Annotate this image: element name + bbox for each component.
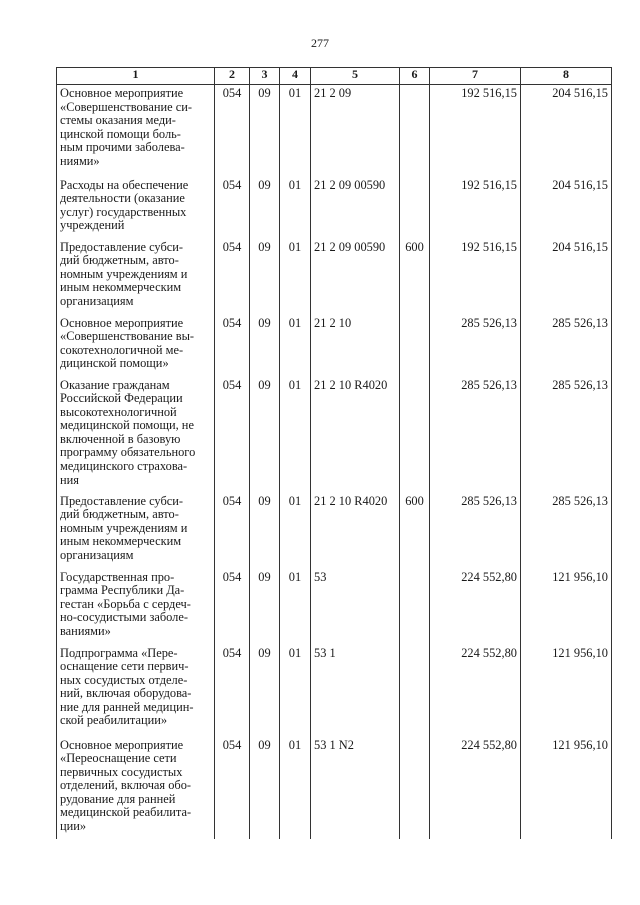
row-name bbox=[57, 239, 215, 315]
row-name-line: «Совершенствование вы- bbox=[60, 329, 195, 344]
row-name-line: Оказание гражданам bbox=[60, 377, 170, 392]
row-name-line: ным прочими заболева- bbox=[60, 140, 185, 155]
column-header: 3 bbox=[250, 68, 280, 85]
row-name-line: организациям bbox=[60, 293, 134, 308]
row-name-line: номным учреждениям и bbox=[60, 520, 188, 535]
row-name-line: сокотехнологичной ме- bbox=[60, 342, 184, 357]
table-row bbox=[57, 239, 612, 315]
row-name-line: медицинской помощи, не bbox=[60, 418, 194, 433]
page-number: 277 bbox=[311, 36, 329, 50]
row-name-line: Основное мероприятие bbox=[60, 737, 184, 752]
grbs-code: 054 bbox=[215, 493, 250, 569]
table-row bbox=[57, 569, 612, 645]
target-article-code: 53 1 N2 bbox=[311, 737, 400, 839]
row-name-line: учреждений bbox=[60, 218, 125, 233]
row-name bbox=[57, 569, 215, 645]
grbs-code: 054 bbox=[215, 377, 250, 493]
row-name-line: номным учреждениям и bbox=[60, 266, 188, 281]
table-row bbox=[57, 85, 612, 177]
row-name-line: медицинского страхова- bbox=[60, 459, 188, 474]
amount-year-1: 285 526,13 bbox=[430, 315, 521, 377]
table-row bbox=[57, 737, 612, 839]
row-name bbox=[57, 85, 215, 177]
section-code: 09 bbox=[250, 737, 280, 839]
amount-year-1: 192 516,15 bbox=[430, 177, 521, 239]
table-row bbox=[57, 315, 612, 377]
row-name-line: дий бюджетным, авто- bbox=[60, 507, 179, 522]
subsection-code: 01 bbox=[280, 315, 311, 377]
row-name-line: Подпрограмма «Пере- bbox=[60, 645, 178, 660]
row-name bbox=[57, 645, 215, 737]
section-code: 09 bbox=[250, 239, 280, 315]
target-article-code: 53 bbox=[311, 569, 400, 645]
row-name-line: ской реабилитации» bbox=[60, 713, 168, 728]
row-name-line: «Переоснащение сети bbox=[60, 751, 177, 766]
expense-type-code bbox=[400, 737, 430, 839]
row-name bbox=[57, 493, 215, 569]
amount-year-2: 204 516,15 bbox=[521, 177, 612, 239]
row-name-line: Основное мероприятие bbox=[60, 86, 184, 100]
row-name-line: гестан «Борьба с сердеч- bbox=[60, 596, 191, 611]
row-name-line: цинской помощи боль- bbox=[60, 126, 181, 141]
row-name bbox=[57, 737, 215, 839]
grbs-code: 054 bbox=[215, 569, 250, 645]
row-name-line: дий бюджетным, авто- bbox=[60, 253, 179, 268]
row-name-line: Предоставление субси- bbox=[60, 493, 184, 508]
subsection-code: 01 bbox=[280, 177, 311, 239]
row-name-line: стемы оказания меди- bbox=[60, 113, 176, 128]
section-code: 09 bbox=[250, 315, 280, 377]
amount-year-1: 224 552,80 bbox=[430, 569, 521, 645]
row-name-line: услуг) государственных bbox=[60, 204, 187, 219]
row-name-line: ний, включая оборудова- bbox=[60, 686, 192, 701]
subsection-code: 01 bbox=[280, 85, 311, 177]
table-row bbox=[57, 645, 612, 737]
subsection-code: 01 bbox=[280, 645, 311, 737]
row-name-line: грамма Республики Да- bbox=[60, 583, 185, 598]
grbs-code: 054 bbox=[215, 85, 250, 177]
column-header: 5 bbox=[311, 68, 400, 85]
row-name-line: но-сосудистыми заболе- bbox=[60, 610, 188, 625]
grbs-code: 054 bbox=[215, 239, 250, 315]
row-name bbox=[57, 177, 215, 239]
expense-type-code bbox=[400, 315, 430, 377]
section-code: 09 bbox=[250, 177, 280, 239]
table-row bbox=[57, 377, 612, 493]
row-name-line: иным некоммерческим bbox=[60, 534, 182, 549]
row-name-line: организациям bbox=[60, 547, 134, 562]
amount-year-1: 224 552,80 bbox=[430, 737, 521, 839]
row-name-line: Основное мероприятие bbox=[60, 315, 184, 330]
expense-type-code: 600 bbox=[400, 493, 430, 569]
grbs-code: 054 bbox=[215, 315, 250, 377]
section-code: 09 bbox=[250, 493, 280, 569]
target-article-code: 21 2 09 00590 bbox=[311, 239, 400, 315]
table-row bbox=[57, 493, 612, 569]
row-name-line: медицинской реабилита- bbox=[60, 805, 192, 820]
column-header: 4 bbox=[280, 68, 311, 85]
row-name-line: включенной в базовую bbox=[60, 431, 181, 446]
subsection-code: 01 bbox=[280, 239, 311, 315]
target-article-code: 21 2 10 R4020 bbox=[311, 493, 400, 569]
table-row bbox=[57, 177, 612, 239]
expense-type-code bbox=[400, 177, 430, 239]
column-header: 7 bbox=[430, 68, 521, 85]
section-code: 09 bbox=[250, 85, 280, 177]
amount-year-2: 204 516,15 bbox=[521, 239, 612, 315]
section-code: 09 bbox=[250, 569, 280, 645]
row-name-line: Расходы на обеспечение bbox=[60, 177, 189, 192]
subsection-code: 01 bbox=[280, 493, 311, 569]
row-name-line: отделений, включая обо- bbox=[60, 778, 192, 793]
target-article-code: 21 2 09 00590 bbox=[311, 177, 400, 239]
row-name-line: ние для ранней медицин- bbox=[60, 699, 194, 714]
amount-year-2: 285 526,13 bbox=[521, 377, 612, 493]
grbs-code: 054 bbox=[215, 737, 250, 839]
row-name-line: ниями» bbox=[60, 153, 100, 168]
column-header: 6 bbox=[400, 68, 430, 85]
grbs-code: 054 bbox=[215, 645, 250, 737]
row-name bbox=[57, 315, 215, 377]
row-name-line: иным некоммерческим bbox=[60, 280, 182, 295]
amount-year-2: 285 526,13 bbox=[521, 315, 612, 377]
row-name-line: рудование для ранней bbox=[60, 791, 176, 806]
grbs-code: 054 bbox=[215, 177, 250, 239]
row-name-line: дицинской помощи» bbox=[60, 356, 169, 371]
row-name-line: высокотехнологичной bbox=[60, 404, 177, 419]
amount-year-1: 192 516,15 bbox=[430, 239, 521, 315]
amount-year-1: 192 516,15 bbox=[430, 85, 521, 177]
amount-year-2: 285 526,13 bbox=[521, 493, 612, 569]
subsection-code: 01 bbox=[280, 377, 311, 493]
row-name-line: первичных сосудистых bbox=[60, 764, 183, 779]
row-name-line: ваниями» bbox=[60, 623, 111, 638]
column-header: 2 bbox=[215, 68, 250, 85]
row-name-line: Предоставление субси- bbox=[60, 239, 184, 254]
amount-year-1: 285 526,13 bbox=[430, 493, 521, 569]
amount-year-2: 204 516,15 bbox=[521, 85, 612, 177]
row-name-line: «Совершенствование си- bbox=[60, 99, 192, 114]
section-code: 09 bbox=[250, 645, 280, 737]
section-code: 09 bbox=[250, 377, 280, 493]
expense-type-code bbox=[400, 85, 430, 177]
amount-year-2: 121 956,10 bbox=[521, 645, 612, 737]
amount-year-1: 224 552,80 bbox=[430, 645, 521, 737]
expense-type-code: 600 bbox=[400, 239, 430, 315]
expense-type-code bbox=[400, 645, 430, 737]
row-name-line: деятельности (оказание bbox=[60, 191, 185, 206]
row-name-line: программу обязательного bbox=[60, 445, 196, 460]
header-row bbox=[57, 68, 612, 85]
row-name-line: ния bbox=[60, 472, 79, 487]
expense-type-code bbox=[400, 377, 430, 493]
column-header: 8 bbox=[521, 68, 612, 85]
amount-year-2: 121 956,10 bbox=[521, 569, 612, 645]
row-name-line: ных сосудистых отделе- bbox=[60, 672, 188, 687]
table-body bbox=[57, 85, 612, 839]
amount-year-1: 285 526,13 bbox=[430, 377, 521, 493]
target-article-code: 21 2 10 R4020 bbox=[311, 377, 400, 493]
row-name-line: Государственная про- bbox=[60, 569, 175, 584]
row-name-line: Российской Федерации bbox=[60, 391, 183, 406]
row-name bbox=[57, 377, 215, 493]
row-name-line: ции» bbox=[60, 819, 87, 834]
target-article-code: 53 1 bbox=[311, 645, 400, 737]
amount-year-2: 121 956,10 bbox=[521, 737, 612, 839]
subsection-code: 01 bbox=[280, 569, 311, 645]
column-header: 1 bbox=[57, 68, 215, 85]
target-article-code: 21 2 10 bbox=[311, 315, 400, 377]
expense-type-code bbox=[400, 569, 430, 645]
subsection-code: 01 bbox=[280, 737, 311, 839]
row-name-line: оснащение сети первич- bbox=[60, 659, 189, 674]
target-article-code: 21 2 09 bbox=[311, 85, 400, 177]
budget-table bbox=[56, 67, 612, 839]
